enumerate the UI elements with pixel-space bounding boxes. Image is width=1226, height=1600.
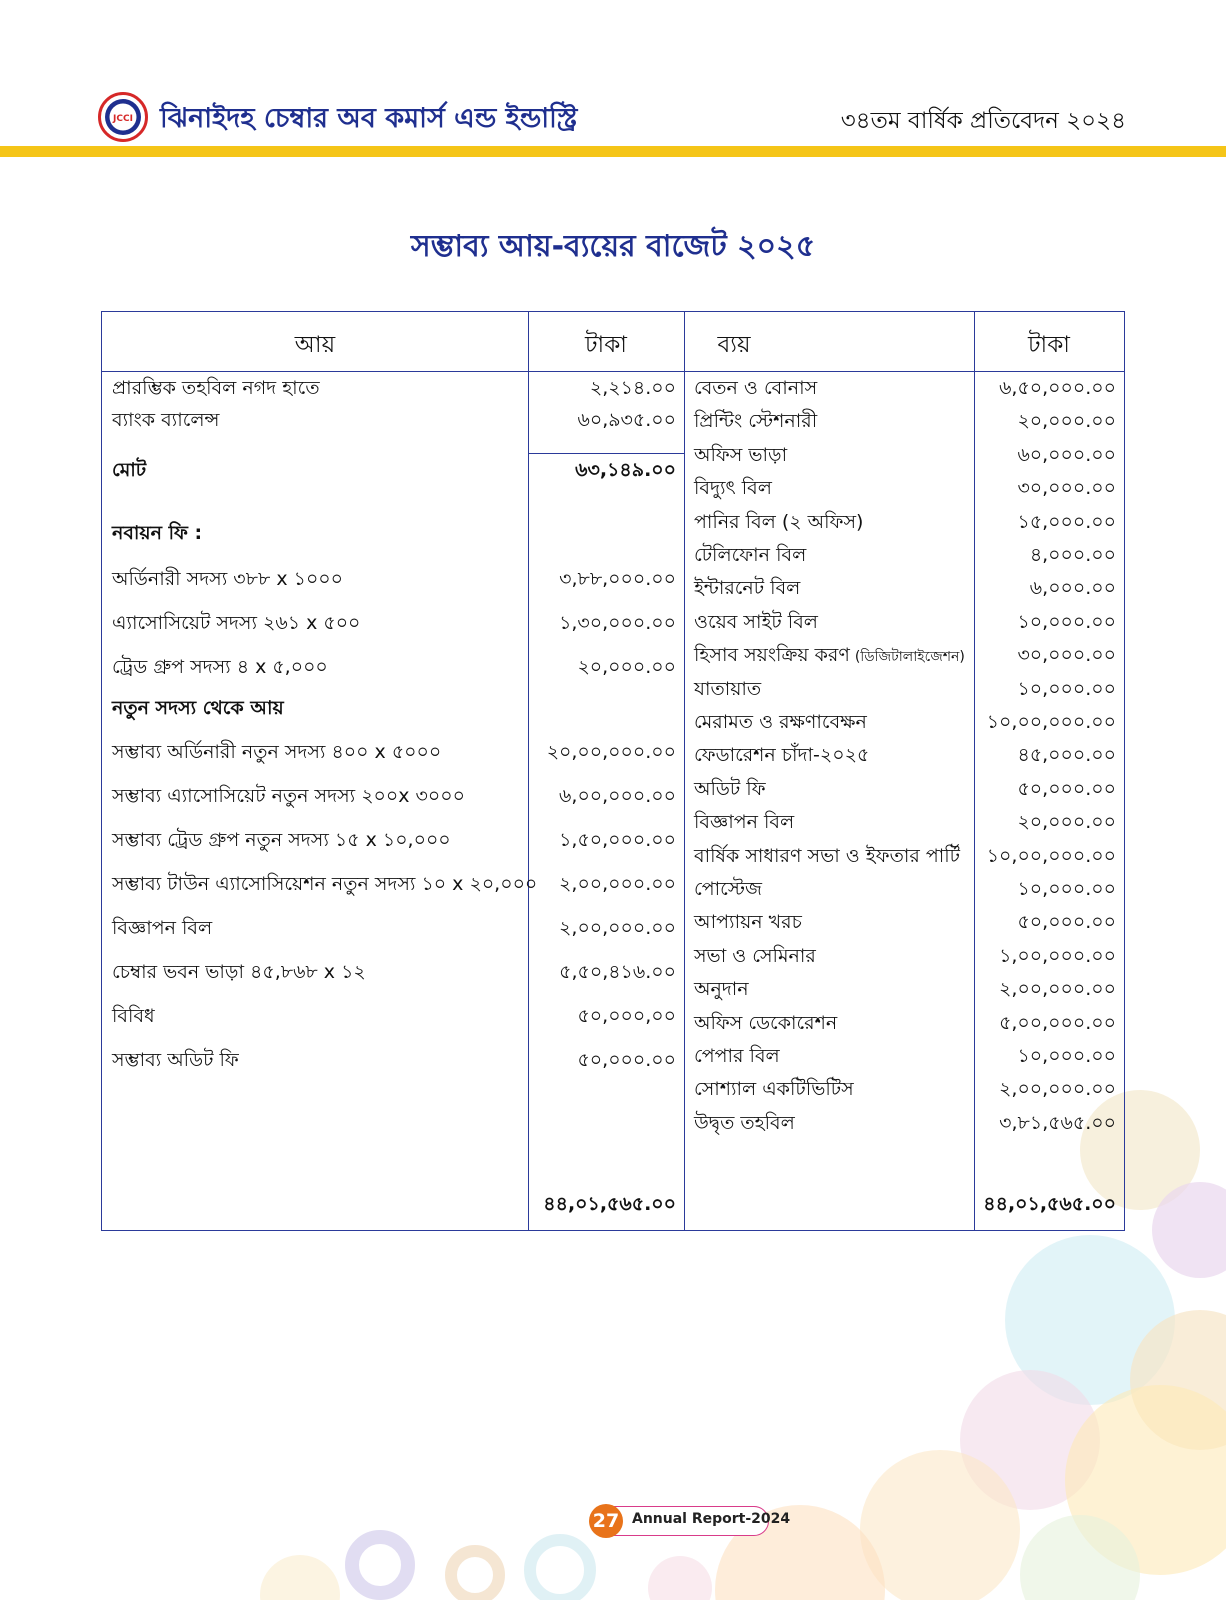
income-row-amount: ২০,০০,০০০.০০ xyxy=(546,741,676,763)
expense-row-amount: ১০,০০০.০০ xyxy=(1017,610,1116,633)
expense-row-label xyxy=(694,1109,795,1141)
expense-row-label xyxy=(694,675,761,707)
income-row-amount: ২,২১৪.০০ xyxy=(589,377,676,399)
expense-total: ৪৪,০১,৫৬৫.০০ xyxy=(983,1193,1116,1215)
expense-row-label-text: অফিস ডেকোরেশন xyxy=(694,1011,838,1034)
expense-row-label-text: অনুদান xyxy=(694,978,749,1001)
income-row-amount: ২,০০,০০০.০০ xyxy=(559,873,676,895)
expense-row-label xyxy=(694,407,817,439)
budget-table xyxy=(101,311,1125,1231)
expense-row-amount: ৫০,০০০.০০ xyxy=(1017,911,1116,934)
expense-row-amount: ৫,০০,০০০.০০ xyxy=(999,1011,1116,1034)
income-row-label: বিবিধ xyxy=(112,1005,155,1027)
expense-row-label xyxy=(694,508,863,540)
income-row-amount: ৫০,০০০.০০ xyxy=(577,1049,676,1071)
expense-row-amount: ৬,৫০,০০০.০০ xyxy=(999,377,1116,399)
page-title: সম্ভাব্য আয়-ব্যয়ের বাজেট ২০২৫ xyxy=(410,229,816,264)
income-row-label: নতুন সদস্য থেকে আয় xyxy=(112,697,284,719)
chamber-logo-icon xyxy=(98,92,148,142)
expense-row-label xyxy=(694,608,818,640)
expense-row-amount: ৫০,০০০.০০ xyxy=(1017,777,1116,800)
expense-row-amount: ১০,০০,০০০.০০ xyxy=(986,844,1116,867)
income-row-amount: ৫০,০০০,০০ xyxy=(577,1005,676,1027)
expense-row-label-text: মেরামত ও রক্ষণাবেক্ষন xyxy=(694,711,867,733)
column-divider xyxy=(684,312,685,1230)
expense-row-label-text: পেপার বিল xyxy=(694,1045,780,1067)
expense-row-amount: ১৫,০০০.০০ xyxy=(1017,510,1116,533)
expense-row-label-text: সোশ্যাল একটিভিটিস xyxy=(694,1078,854,1101)
expense-row-label-text: বিদ্যুৎ বিল xyxy=(694,477,772,500)
expense-row-label-text: ফেডারেশন চাঁদা-২০২৫ xyxy=(694,744,870,767)
expense-row-amount: ৬০,০০০.০০ xyxy=(1017,443,1116,466)
expense-row-label xyxy=(694,374,817,406)
expense-row-label-text: সভা ও সেমিনার xyxy=(694,944,816,967)
expense-row-label xyxy=(694,441,787,473)
income-row-amount: ৬,০০,০০০.০০ xyxy=(559,785,676,807)
expense-row-label xyxy=(694,741,869,773)
income-header: আয় xyxy=(294,332,336,358)
page-number-pill xyxy=(591,1506,791,1536)
expense-row-label-text: বার্ষিক সাধারণ সভা ও ইফতার পার্টি xyxy=(694,844,961,867)
expense-row-label-text: পানির বিল (২ অফিস) xyxy=(694,510,864,533)
expense-row-amount: ১,০০,০০০.০০ xyxy=(999,944,1116,967)
expense-row-label xyxy=(694,541,806,573)
expense-row-label xyxy=(694,574,800,606)
page-number: 27 xyxy=(589,1504,623,1538)
expense-row-label-text: হিসাব সয়ংক্রিয় করণ xyxy=(694,644,850,667)
expense-row-label xyxy=(694,842,960,874)
organization-name: ঝিনাইদহ চেম্বার অব কমার্স এন্ড ইন্ডাস্ট্রি xyxy=(160,103,578,134)
income-row-label: অর্ডিনারী সদস্য ৩৮৮ x ১০০০ xyxy=(112,568,344,590)
expense-row-amount: ৩০,০০০.০০ xyxy=(1017,477,1116,500)
expense-row-label-text: উদ্বৃত তহবিল xyxy=(694,1111,795,1134)
expense-row-label xyxy=(694,641,965,673)
expense-row-amount: ২,০০,০০০.০০ xyxy=(999,978,1116,1001)
expense-header: ব্যয় xyxy=(717,332,751,358)
income-row-label: সম্ভাব্য অর্ডিনারী নতুন সদস্য ৪০০ x ৫০০০ xyxy=(112,741,442,763)
income-row-amount: ৬৩,১৪৯.০০ xyxy=(575,459,676,481)
expense-row-label-text: বিজ্ঞাপন বিল xyxy=(694,811,795,834)
income-amount-header: টাকা xyxy=(585,332,627,358)
income-row-amount: ১,৩০,০০০.০০ xyxy=(559,612,676,634)
income-row-amount: ২,০০,০০০.০০ xyxy=(559,917,676,939)
income-row-label: প্রারম্ভিক তহবিল নগদ হাতে xyxy=(112,377,320,399)
expense-row-label-text: অফিস ভাড়া xyxy=(694,443,788,466)
expense-row-label xyxy=(694,875,762,907)
expense-row-label xyxy=(694,975,749,1007)
income-row-label: সম্ভাব্য ট্রেড গ্রুপ নতুন সদস্য ১৫ x ১০,০০০ xyxy=(112,829,451,851)
expense-row-amount: ১০,০০,০০০.০০ xyxy=(986,711,1116,733)
income-row-label: নবায়ন ফি : xyxy=(112,522,203,544)
logo-text: JCCI xyxy=(113,114,133,124)
expense-row-label xyxy=(694,474,772,506)
expense-row-label-text: বেতন ও বোনাস xyxy=(694,377,818,399)
expense-row-label xyxy=(694,1075,854,1107)
expense-row-label-note: (ডিজিটালাইজেশন) xyxy=(854,649,965,666)
expense-row-amount: ৩০,০০০.০০ xyxy=(1017,644,1116,667)
subtotal-divider xyxy=(528,453,684,454)
income-row-label: ট্রেড গ্রুপ সদস্য ৪ x ৫,০০০ xyxy=(112,656,328,678)
expense-row-label xyxy=(694,708,867,740)
income-row-label: সম্ভাব্য টাউন এ্যাসোসিয়েশন নতুন সদস্য ১০ x ২০,০০০ xyxy=(112,873,538,895)
expense-row-label-text: টেলিফোন বিল xyxy=(694,544,807,566)
expense-row-label-text: আপ্যায়ন খরচ xyxy=(694,911,802,934)
income-row-amount: ৫,৫০,৪১৬.০০ xyxy=(559,961,676,983)
expense-row-label-text: পোস্টেজ xyxy=(694,878,762,900)
income-row-label: সম্ভাব্য অডিট ফি xyxy=(112,1049,239,1071)
expense-row-amount: ৬,০০০.০০ xyxy=(1029,577,1116,600)
income-row-amount: ৬০,৯৩৫.০০ xyxy=(577,409,676,431)
income-row-label: মোট xyxy=(112,459,147,481)
column-divider xyxy=(528,312,529,1230)
expense-row-label xyxy=(694,942,816,974)
header-divider xyxy=(0,146,1226,157)
expense-row-amount: ২০,০০০.০০ xyxy=(1017,811,1116,834)
income-row-label: এ্যাসোসিয়েট সদস্য ২৬১ x ৫০০ xyxy=(112,612,361,634)
income-row-amount: ১,৫০,০০০.০০ xyxy=(559,829,676,851)
income-row-amount: ২০,০০০.০০ xyxy=(577,656,676,678)
expense-row-amount: ১০,০০০.০০ xyxy=(1017,677,1116,700)
expense-row-amount: ৪৫,০০০.০০ xyxy=(1017,744,1116,767)
expense-row-label xyxy=(694,1042,780,1074)
expense-row-label-text: ওয়েব সাইট বিল xyxy=(694,610,818,633)
page-header xyxy=(0,88,1226,152)
expense-row-label xyxy=(694,775,766,807)
footer-label: Annual Report-2024 xyxy=(632,1511,791,1527)
expense-row-label-text: যাতায়াত xyxy=(694,677,762,700)
expense-row-amount: ১০,০০০.০০ xyxy=(1017,1045,1116,1067)
expense-row-amount: ৪,০০০.০০ xyxy=(1029,544,1116,566)
expense-row-amount: ২০,০০০.০০ xyxy=(1017,410,1116,433)
income-row-label: বিজ্ঞাপন বিল xyxy=(112,917,213,939)
page-footer xyxy=(0,1506,1226,1546)
expense-row-label xyxy=(694,1009,837,1041)
expense-row-label xyxy=(694,808,794,840)
expense-row-amount: ৩,৮১,৫৬৫.০০ xyxy=(999,1111,1116,1134)
expense-amount-header: টাকা xyxy=(1028,332,1070,358)
report-title: ৩৪তম বার্ষিক প্রতিবেদন ২০২৪ xyxy=(840,108,1126,134)
income-total: ৪৪,০১,৫৬৫.০০ xyxy=(543,1193,676,1215)
expense-row-label-text: প্রিন্টিং স্টেশনারী xyxy=(694,410,818,433)
income-row-label: ব্যাংক ব্যালেন্স xyxy=(112,409,220,431)
expense-row-label-text: ইন্টারনেট বিল xyxy=(694,577,801,600)
income-row-label: চেম্বার ভবন ভাড়া ৪৫,৮৬৮ x ১২ xyxy=(112,961,366,983)
expense-row-amount: ২,০০,০০০.০০ xyxy=(999,1078,1116,1101)
expense-row-amount: ১০,০০০.০০ xyxy=(1017,878,1116,900)
expense-row-label-text: অডিট ফি xyxy=(694,777,766,800)
income-row-amount: ৩,৮৮,০০০.০০ xyxy=(559,568,676,590)
expense-row-label xyxy=(694,908,802,940)
income-row-label: সম্ভাব্য এ্যাসোসিয়েট নতুন সদস্য ২০০x ৩০০০ xyxy=(112,785,465,807)
header-row-divider xyxy=(102,371,1124,372)
